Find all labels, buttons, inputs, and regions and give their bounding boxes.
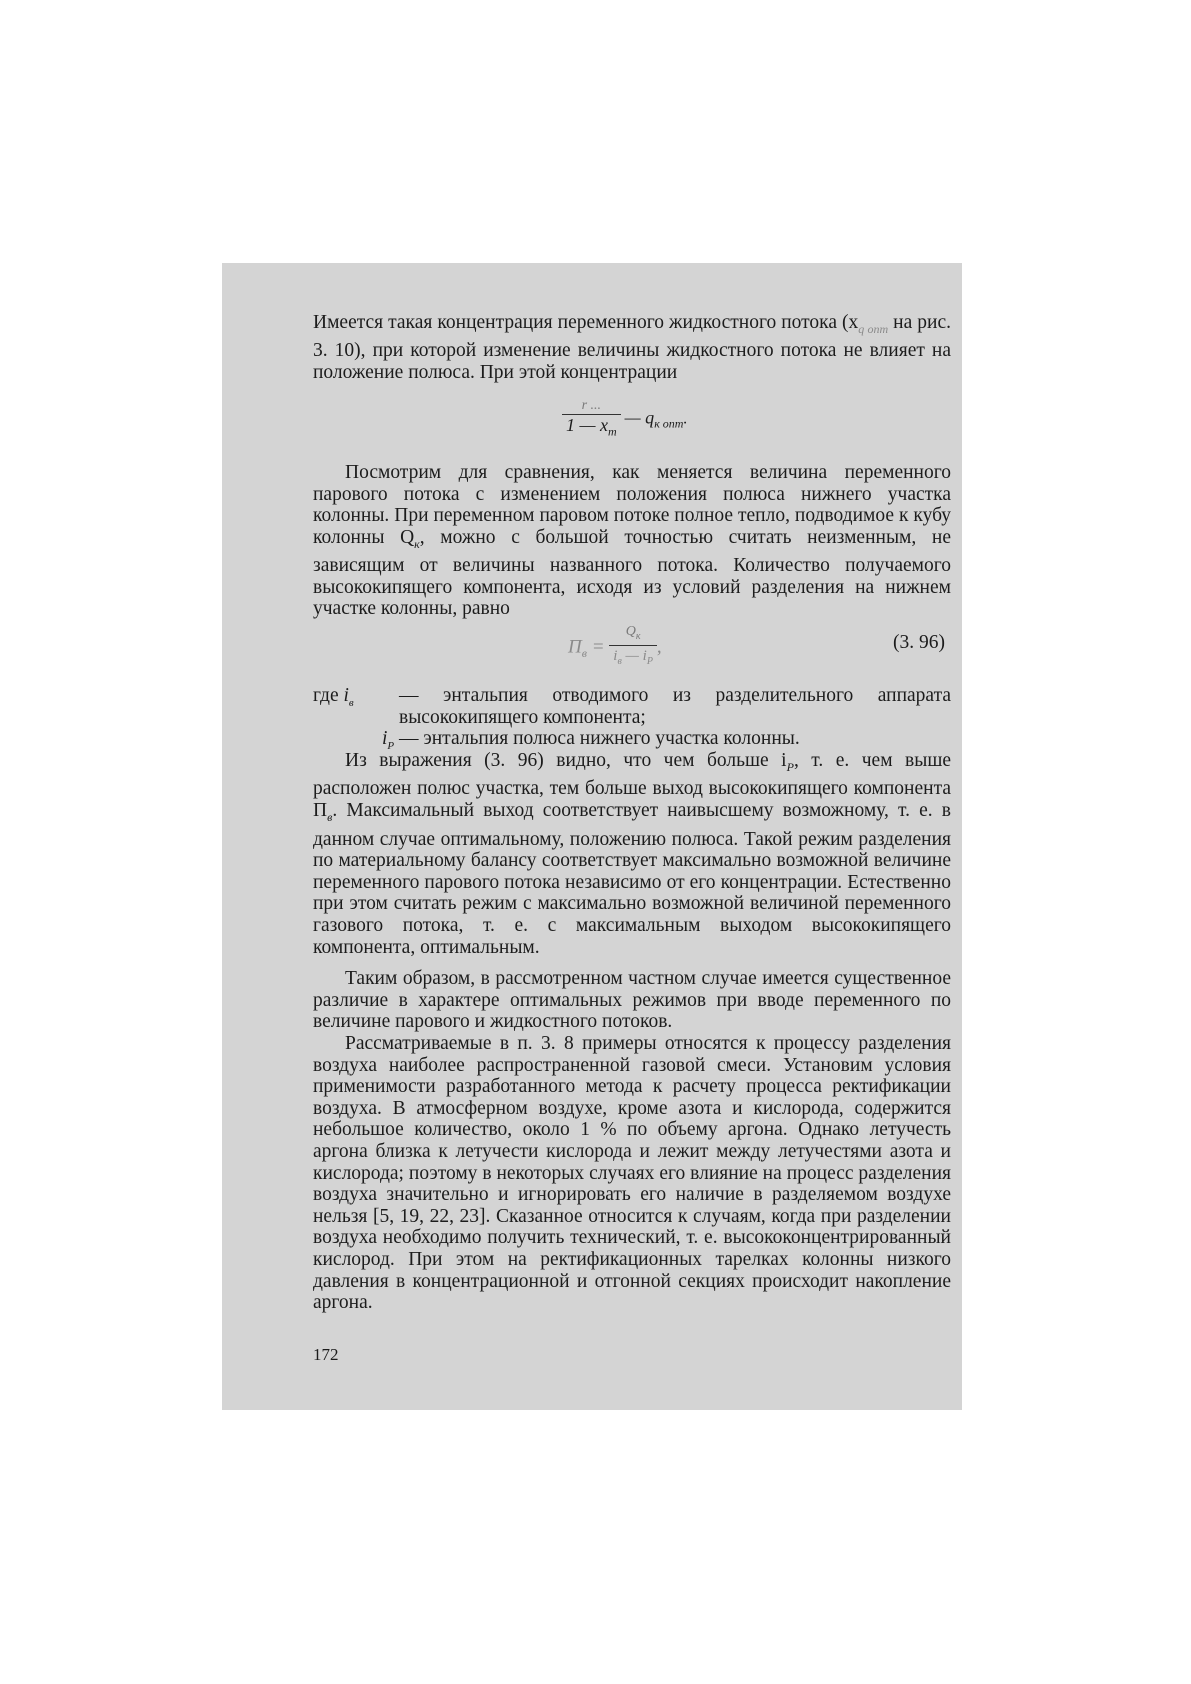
formula-1-end: .: [683, 410, 688, 428]
formula-2-den-sub1: в: [617, 655, 622, 667]
p1-subscript: q опт: [858, 321, 889, 336]
formula-2-den-sub2: P: [646, 655, 653, 667]
p3-text-c: . Максимальный выход соответствует наивысшему возможному, т. е. в данном случае оптимальному, положению полюса. Такой режим разделения по материальному балансу соответствует максимально возможной величине переменного парового потока независимо от его концентрации. Естественно при этом считать режим с максимально возможной величиной переменного газового потока, т. е. с максимальным выходом высококипящего компонента, оптимальным.: [313, 800, 951, 958]
formula-2-lhs: П: [568, 636, 582, 658]
formula-2: [568, 624, 662, 672]
formula-2-fraction: [609, 624, 657, 672]
formula-2-end: ,: [656, 636, 662, 658]
formula-2-eq: =: [586, 636, 610, 658]
p3-text-b: , т. е. чем выше расположен полюс участка, тем больше выход высококипящего компонента П: [313, 750, 951, 822]
p1-text: Имеется такая концентрация переменного жидкостного потока (x: [313, 312, 859, 333]
formula-2-num-sub: к: [635, 630, 641, 642]
formula-2-lhs-sub: в: [581, 646, 587, 661]
p2-subscript: к: [414, 536, 420, 551]
formula-1: [562, 398, 687, 442]
paragraph-1: [313, 312, 951, 384]
where-row-1-definition: — энтальпия отводимого из разделительного аппарата высококипящего компонента;: [399, 685, 951, 728]
p3-text-a: Из выражения (3. 96) видно, что чем больше i: [345, 750, 787, 771]
formula-2-den-mid: — i: [621, 647, 647, 664]
paragraph-2: [313, 462, 951, 620]
page-number: 172: [313, 1345, 339, 1364]
p4-text: Таким образом, в рассмотренном частном случае имеется существенное различие в характере оптимальных режимов при вводе переменного по величине парового и жидкостного потоков.: [313, 968, 951, 1033]
formula-2-numerator: [609, 624, 657, 646]
formula-2-denominator: [609, 646, 657, 672]
formula-1-denominator: [562, 415, 621, 442]
paragraph-3: [313, 750, 951, 958]
formula-1-fraction: [562, 398, 621, 442]
where-row-2-definition: — энтальпия полюса нижнего участка колонны.: [399, 728, 800, 750]
paragraph-4: [313, 968, 951, 1033]
p1-text-rest: на рис. 3. 10), при которой изменение величины жидкостного потока не влияет на положение полюса. При этой концентрации: [313, 312, 951, 384]
where-row-1: [313, 685, 951, 728]
p2-text: Посмотрим для сравнения, как меняется величина переменного парового потока с изменением положения полюса нижнего участка колонны. При переменном паровом потоке полное тепло, подводимое к кубу колонны Q: [313, 462, 951, 548]
formula-1-numerator: r ...: [562, 398, 621, 415]
formula-1-den-text: 1 — x: [566, 415, 608, 435]
where-2-symbol: i: [381, 728, 388, 750]
where-2-symbol-sub: P: [387, 740, 395, 753]
formula-1-rhs-sub: к опт: [654, 416, 684, 431]
formula-2-den-text: i: [613, 647, 618, 664]
formula-2-num-text: Q: [625, 624, 636, 639]
formula-1-den-sub: m: [608, 424, 617, 439]
p2-text-rest: , можно с большой точностью считать неизменным, не зависящим от величины названного потока. Количество получаемого высококипящего компонента, исходя из условий разделения на нижнем участке колонны, равно: [313, 526, 951, 620]
paragraph-5: [313, 1033, 951, 1314]
where-word: где: [313, 685, 339, 706]
formula-1-rhs: — q: [624, 407, 655, 428]
p3-subscript-b: в: [327, 809, 333, 824]
where-1-symbol-sub: в: [348, 696, 354, 709]
where-clause: [313, 685, 951, 758]
p5-text: Рассматриваемые в п. 3. 8 примеры относятся к процессу разделения воздуха наиболее распространенной газовой смеси. Установим условия применимости разработанного метода к расчету процесса ректификации воздуха. В атмосферном воздухе, кроме азота и кислорода, содержится небольшое количество, около 1 % по объему аргона. Однако летучесть аргона близка к летучести кислорода и лежит между летучестями азота и кислорода; поэтому в некоторых случаях его влияние на процесс разделения воздуха значительно и игнорировать его наличие в разделяемом воздухе нельзя [5, 19, 22, 23]. Сказанное относится к случаям, когда при разделении воздуха необходимо получить технический, т. е. высококонцентрированный кислород. При этом на ректификационных тарелках колонны низкого давления в концентрационной и отгонной секциях происходит накопление аргона.: [313, 1033, 951, 1314]
equation-number: (3. 96): [893, 632, 945, 653]
where-row-1-symbol: [313, 685, 399, 728]
p3-subscript-a: P: [786, 759, 794, 774]
where-1-symbol: i: [343, 685, 349, 706]
